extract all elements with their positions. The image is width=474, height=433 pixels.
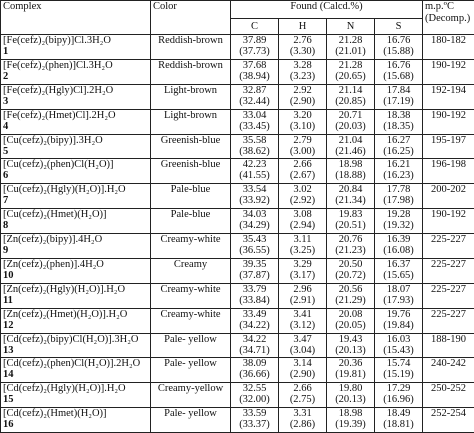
calcd-h: (2.90) bbox=[289, 95, 316, 107]
cell-n bbox=[327, 184, 375, 209]
complex-formula: [Zn(cefz)₂(Hgly)(H₂O)].H₂O bbox=[3, 283, 126, 295]
cell-n bbox=[327, 283, 375, 308]
cell-h bbox=[279, 333, 327, 358]
table-row bbox=[1, 134, 474, 159]
cell-h bbox=[279, 209, 327, 234]
calcd-h: (3.23) bbox=[289, 70, 316, 82]
found-n: 20.50 bbox=[338, 258, 363, 270]
complex-formula: [Fe(cefz)₂(bipy)]Cl.3H₂O bbox=[3, 35, 111, 46]
cell-h bbox=[279, 109, 327, 134]
cell-mp: 252-254 bbox=[423, 408, 474, 433]
found-n: 20.84 bbox=[338, 184, 363, 196]
cell-mp: 180-182 bbox=[423, 35, 474, 60]
cell-n bbox=[327, 109, 375, 134]
table-row bbox=[1, 408, 474, 433]
cell-complex bbox=[1, 408, 151, 433]
found-s: 18.49 bbox=[386, 408, 411, 420]
cell-complex bbox=[1, 283, 151, 308]
cell-n bbox=[327, 408, 375, 433]
cell-h bbox=[279, 258, 327, 283]
table-row bbox=[1, 184, 474, 209]
cell-mp: 225-227 bbox=[423, 234, 474, 259]
cell-color: Reddish-brown bbox=[151, 35, 231, 60]
calcd-s: (16.25) bbox=[383, 145, 414, 157]
found-h: 3.47 bbox=[293, 333, 312, 345]
found-n: 21.28 bbox=[338, 59, 363, 71]
cell-color: Light-brown bbox=[151, 109, 231, 134]
complex-number: 3 bbox=[3, 95, 9, 107]
cell-h bbox=[279, 383, 327, 408]
complex-formula: [Cd(cefz)₂(phen)Cl(H₂O)].2H₂O bbox=[3, 358, 141, 370]
found-n: 19.83 bbox=[338, 209, 363, 221]
found-s: 17.78 bbox=[386, 184, 411, 196]
cell-s bbox=[375, 109, 423, 134]
cell-color: Pale- yellow bbox=[151, 408, 231, 433]
complex-number: 10 bbox=[3, 269, 14, 281]
calcd-c: (36.55) bbox=[239, 245, 270, 256]
found-s: 15.74 bbox=[386, 358, 411, 370]
cell-complex bbox=[1, 134, 151, 159]
cell-h bbox=[279, 59, 327, 84]
calcd-c: (41.55) bbox=[239, 170, 270, 182]
cell-s bbox=[375, 234, 423, 259]
cell-s bbox=[375, 59, 423, 84]
cell-c bbox=[231, 383, 279, 408]
calcd-c: (33.45) bbox=[239, 120, 270, 132]
cell-complex bbox=[1, 234, 151, 259]
cell-mp: 190-192 bbox=[423, 109, 474, 134]
cell-mp: 225-227 bbox=[423, 258, 474, 283]
cell-s bbox=[375, 209, 423, 234]
calcd-n: (20.51) bbox=[335, 220, 366, 232]
cell-color: Creamy-white bbox=[151, 234, 231, 259]
complex-number: 11 bbox=[3, 294, 13, 306]
table-row bbox=[1, 84, 474, 109]
cell-complex bbox=[1, 59, 151, 84]
found-h: 3.02 bbox=[293, 184, 312, 196]
cell-n bbox=[327, 308, 375, 333]
found-n: 18.98 bbox=[338, 159, 363, 171]
cell-complex bbox=[1, 383, 151, 408]
cell-mp: 196-198 bbox=[423, 159, 474, 184]
cell-mp: 250-252 bbox=[423, 383, 474, 408]
complex-number: 7 bbox=[3, 195, 9, 207]
complex-number: 6 bbox=[3, 170, 9, 182]
cell-mp: 225-227 bbox=[423, 283, 474, 308]
found-h: 3.08 bbox=[293, 209, 312, 221]
header-color: Color bbox=[151, 1, 231, 35]
cell-s bbox=[375, 383, 423, 408]
calcd-s: (19.84) bbox=[383, 319, 414, 331]
complex-number: 12 bbox=[3, 319, 14, 331]
cell-color: Pale-blue bbox=[151, 209, 231, 234]
calcd-h: (3.10) bbox=[289, 120, 316, 132]
found-h: 2.66 bbox=[293, 159, 312, 171]
header-found: Found (Calcd.%) bbox=[231, 1, 423, 19]
header-n: N bbox=[327, 19, 375, 35]
found-n: 19.80 bbox=[338, 383, 363, 395]
found-s: 16.03 bbox=[386, 333, 411, 345]
calcd-c: (34.22) bbox=[239, 319, 270, 331]
calcd-c: (33.37) bbox=[239, 419, 270, 431]
found-n: 20.08 bbox=[338, 308, 363, 320]
cell-n bbox=[327, 333, 375, 358]
calcd-n: (20.03) bbox=[335, 120, 366, 132]
cell-complex bbox=[1, 184, 151, 209]
cell-c bbox=[231, 308, 279, 333]
cell-h bbox=[279, 308, 327, 333]
calcd-h: (2.94) bbox=[289, 220, 316, 232]
table-row bbox=[1, 258, 474, 283]
complex-number: 5 bbox=[3, 145, 9, 157]
calcd-n: (21.34) bbox=[335, 195, 366, 207]
cell-h bbox=[279, 408, 327, 433]
calcd-c: (33.92) bbox=[239, 195, 270, 207]
calcd-n: (20.72) bbox=[335, 269, 366, 281]
calcd-n: (20.65) bbox=[335, 70, 366, 82]
cell-color: Pale-blue bbox=[151, 184, 231, 209]
calcd-c: (32.44) bbox=[239, 95, 270, 107]
found-h: 2.92 bbox=[293, 84, 312, 96]
table-row bbox=[1, 159, 474, 184]
calcd-h: (2.67) bbox=[289, 170, 316, 182]
calcd-h: (2.90) bbox=[289, 369, 316, 381]
found-h: 2.96 bbox=[293, 283, 312, 295]
found-c: 33.54 bbox=[242, 184, 267, 196]
cell-complex bbox=[1, 333, 151, 358]
cell-mp: 195-197 bbox=[423, 134, 474, 159]
complex-number: 9 bbox=[3, 245, 9, 256]
cell-complex bbox=[1, 84, 151, 109]
found-c: 32.87 bbox=[242, 84, 267, 96]
found-s: 16.76 bbox=[386, 35, 411, 46]
cell-s bbox=[375, 258, 423, 283]
table-body bbox=[1, 35, 474, 433]
found-c: 32.55 bbox=[242, 383, 267, 395]
table-row bbox=[1, 109, 474, 134]
cell-color: Pale- yellow bbox=[151, 358, 231, 383]
found-n: 21.28 bbox=[338, 35, 363, 46]
cell-h bbox=[279, 134, 327, 159]
complex-formula: [Zn(cefz)₂(Hmet)(H₂O)].H₂O bbox=[3, 308, 128, 320]
cell-mp: 225-227 bbox=[423, 308, 474, 333]
found-c: 37.68 bbox=[242, 59, 267, 71]
cell-n bbox=[327, 134, 375, 159]
cell-n bbox=[327, 358, 375, 383]
calcd-h: (2.75) bbox=[289, 394, 316, 406]
complex-number: 16 bbox=[3, 419, 14, 431]
calcd-c: (38.94) bbox=[239, 70, 270, 82]
complex-formula: [Cu(cefz)₂(Hmet)(H₂O)] bbox=[3, 209, 107, 221]
table-row bbox=[1, 59, 474, 84]
found-h: 2.79 bbox=[293, 134, 312, 146]
found-c: 33.79 bbox=[242, 283, 267, 295]
found-s: 16.21 bbox=[386, 159, 411, 171]
calcd-s: (16.23) bbox=[383, 170, 414, 182]
complex-number: 4 bbox=[3, 120, 9, 132]
found-c: 33.49 bbox=[242, 308, 267, 320]
complex-formula: [Zn(cefz)₂(bipy)].4H₂O bbox=[3, 234, 103, 245]
cell-color: Reddish-brown bbox=[151, 59, 231, 84]
calcd-n: (21.46) bbox=[335, 145, 366, 157]
found-h: 3.28 bbox=[293, 59, 312, 71]
cell-n bbox=[327, 234, 375, 259]
found-s: 16.27 bbox=[386, 134, 411, 146]
calcd-c: (36.66) bbox=[239, 369, 270, 381]
calcd-n: (18.88) bbox=[335, 170, 366, 182]
cell-n bbox=[327, 84, 375, 109]
calcd-s: (16.08) bbox=[383, 245, 414, 256]
calcd-s: (17.19) bbox=[383, 95, 414, 107]
calcd-n: (21.01) bbox=[335, 46, 366, 57]
cell-s bbox=[375, 358, 423, 383]
calcd-s: (15.68) bbox=[383, 70, 414, 82]
cell-h bbox=[279, 159, 327, 184]
header-mp-line1: m.p.ºC bbox=[425, 1, 454, 12]
calcd-h: (3.17) bbox=[289, 269, 316, 281]
found-n: 20.56 bbox=[338, 283, 363, 295]
calcd-s: (19.32) bbox=[383, 220, 414, 232]
cell-mp: 188-190 bbox=[423, 333, 474, 358]
found-c: 35.43 bbox=[242, 234, 267, 245]
calcd-c: (33.84) bbox=[239, 294, 270, 306]
complex-number: 8 bbox=[3, 220, 9, 232]
found-s: 16.76 bbox=[386, 59, 411, 71]
header-mp bbox=[423, 1, 474, 35]
found-c: 33.04 bbox=[242, 109, 267, 121]
found-n: 20.36 bbox=[338, 358, 363, 370]
complex-formula: [Fe(cefz)₂(phen)]Cl.3H₂O bbox=[3, 59, 113, 71]
found-h: 3.14 bbox=[293, 358, 312, 370]
calcd-h: (2.91) bbox=[289, 294, 316, 306]
cell-h bbox=[279, 283, 327, 308]
cell-complex bbox=[1, 159, 151, 184]
found-h: 2.76 bbox=[293, 35, 312, 46]
found-s: 17.84 bbox=[386, 84, 411, 96]
cell-color: Pale- yellow bbox=[151, 333, 231, 358]
cell-s bbox=[375, 408, 423, 433]
cell-c bbox=[231, 333, 279, 358]
header-h: H bbox=[279, 19, 327, 35]
calcd-n: (20.13) bbox=[335, 344, 366, 356]
cell-c bbox=[231, 234, 279, 259]
cell-color: Creamy-white bbox=[151, 308, 231, 333]
calcd-n: (19.81) bbox=[335, 369, 366, 381]
found-n: 21.14 bbox=[338, 84, 363, 96]
calcd-c: (37.87) bbox=[239, 269, 270, 281]
cell-s bbox=[375, 84, 423, 109]
cell-color: Creamy-white bbox=[151, 283, 231, 308]
cell-n bbox=[327, 59, 375, 84]
complex-number: 15 bbox=[3, 394, 14, 406]
calcd-n: (21.23) bbox=[335, 245, 366, 256]
found-s: 19.76 bbox=[386, 308, 411, 320]
cell-s bbox=[375, 308, 423, 333]
table-row bbox=[1, 209, 474, 234]
cell-h bbox=[279, 358, 327, 383]
found-h: 3.31 bbox=[293, 408, 312, 420]
cell-mp: 240-242 bbox=[423, 358, 474, 383]
calcd-s: (15.88) bbox=[383, 46, 414, 57]
calcd-s: (16.96) bbox=[383, 394, 414, 406]
cell-c bbox=[231, 408, 279, 433]
cell-c bbox=[231, 109, 279, 134]
calcd-n: (19.39) bbox=[335, 419, 366, 431]
cell-complex bbox=[1, 109, 151, 134]
found-s: 16.37 bbox=[386, 258, 411, 270]
cell-c bbox=[231, 283, 279, 308]
calcd-c: (32.00) bbox=[239, 394, 270, 406]
complex-formula: [Cd(cefz)₂(Hmet)(H₂O)] bbox=[3, 408, 107, 420]
header-complex: Complex bbox=[1, 1, 151, 35]
cell-s bbox=[375, 35, 423, 60]
cell-c bbox=[231, 209, 279, 234]
found-n: 20.71 bbox=[338, 109, 363, 121]
table-row bbox=[1, 35, 474, 60]
cell-h bbox=[279, 35, 327, 60]
cell-c bbox=[231, 134, 279, 159]
found-c: 38.09 bbox=[242, 358, 267, 370]
calcd-s: (17.98) bbox=[383, 195, 414, 207]
found-c: 34.03 bbox=[242, 209, 267, 221]
calcd-c: (38.62) bbox=[239, 145, 270, 157]
cell-color: Creamy-yellow bbox=[151, 383, 231, 408]
cell-mp: 200-202 bbox=[423, 184, 474, 209]
header-mp-line2: (Decomp.) bbox=[425, 13, 471, 24]
cell-c bbox=[231, 35, 279, 60]
cell-complex bbox=[1, 209, 151, 234]
found-c: 37.89 bbox=[242, 35, 267, 46]
complex-number: 1 bbox=[3, 46, 9, 57]
cell-color: Creamy bbox=[151, 258, 231, 283]
cell-color: Light-brown bbox=[151, 84, 231, 109]
cell-c bbox=[231, 159, 279, 184]
complex-formula: [Cd(cefz)₂(bipy)Cl(H₂O)].3H₂O bbox=[3, 333, 139, 345]
calcd-n: (20.13) bbox=[335, 394, 366, 406]
cell-s bbox=[375, 333, 423, 358]
cell-n bbox=[327, 383, 375, 408]
found-h: 3.29 bbox=[293, 258, 312, 270]
cell-c bbox=[231, 184, 279, 209]
cell-s bbox=[375, 283, 423, 308]
cell-c bbox=[231, 358, 279, 383]
complex-formula: [Fe(cefz)₂(Hmet)Cl].2H₂O bbox=[3, 109, 116, 121]
complex-formula: [Fe(cefz)₂(Hgly)Cl].2H₂O bbox=[3, 84, 114, 96]
cell-mp: 190-192 bbox=[423, 209, 474, 234]
cell-h bbox=[279, 84, 327, 109]
cell-n bbox=[327, 35, 375, 60]
calcd-h: (3.25) bbox=[289, 245, 316, 256]
cell-complex bbox=[1, 358, 151, 383]
found-s: 19.28 bbox=[386, 209, 411, 221]
found-c: 39.35 bbox=[242, 258, 267, 270]
found-c: 33.59 bbox=[242, 408, 267, 420]
cell-complex bbox=[1, 308, 151, 333]
calcd-h: (2.86) bbox=[289, 419, 316, 431]
found-s: 18.38 bbox=[386, 109, 411, 121]
found-h: 3.11 bbox=[293, 234, 312, 245]
cell-s bbox=[375, 159, 423, 184]
cell-mp: 190-192 bbox=[423, 59, 474, 84]
cell-mp: 192-194 bbox=[423, 84, 474, 109]
found-c: 34.22 bbox=[242, 333, 267, 345]
cell-c bbox=[231, 84, 279, 109]
cell-complex bbox=[1, 35, 151, 60]
calcd-h: (3.30) bbox=[289, 46, 316, 57]
cell-h bbox=[279, 234, 327, 259]
complex-number: 14 bbox=[3, 369, 14, 381]
complex-formula: [Zn(cefz)₂(phen)].4H₂O bbox=[3, 258, 104, 270]
calcd-h: (3.12) bbox=[289, 319, 316, 331]
cell-h bbox=[279, 184, 327, 209]
calcd-n: (20.05) bbox=[335, 319, 366, 331]
table-row bbox=[1, 358, 474, 383]
found-n: 19.43 bbox=[338, 333, 363, 345]
cell-color: Greenish-blue bbox=[151, 159, 231, 184]
found-n: 20.76 bbox=[338, 234, 363, 245]
cell-complex bbox=[1, 258, 151, 283]
calcd-c: (37.73) bbox=[239, 46, 270, 57]
calcd-c: (34.71) bbox=[239, 344, 270, 356]
header-c: C bbox=[231, 19, 279, 35]
found-h: 2.66 bbox=[293, 383, 312, 395]
cell-s bbox=[375, 184, 423, 209]
table-row bbox=[1, 383, 474, 408]
found-s: 18.07 bbox=[386, 283, 411, 295]
calcd-s: (15.19) bbox=[383, 369, 414, 381]
calcd-c: (34.29) bbox=[239, 220, 270, 232]
complex-formula: [Cu(cefz)₂(Hgly)(H₂O)].H₂O bbox=[3, 184, 126, 196]
found-h: 3.41 bbox=[293, 308, 312, 320]
found-s: 16.39 bbox=[386, 234, 411, 245]
complex-number: 2 bbox=[3, 70, 9, 82]
found-n: 21.04 bbox=[338, 134, 363, 146]
cell-n bbox=[327, 209, 375, 234]
complex-formula: [Cu(cefz)₂(phen)Cl(H₂O)] bbox=[3, 159, 114, 171]
calcd-n: (21.29) bbox=[335, 294, 366, 306]
found-n: 18.98 bbox=[338, 408, 363, 420]
table-row bbox=[1, 283, 474, 308]
cell-s bbox=[375, 134, 423, 159]
complex-formula: [Cd(cefz)₂(Hgly)(H₂O)].H₂O bbox=[3, 383, 126, 395]
header-s: S bbox=[375, 19, 423, 35]
found-s: 17.29 bbox=[386, 383, 411, 395]
calcd-n: (20.85) bbox=[335, 95, 366, 107]
cell-n bbox=[327, 258, 375, 283]
calcd-s: (17.93) bbox=[383, 294, 414, 306]
cell-color: Greenish-blue bbox=[151, 134, 231, 159]
found-c: 42.23 bbox=[242, 159, 267, 171]
found-c: 35.58 bbox=[242, 134, 267, 146]
cell-c bbox=[231, 258, 279, 283]
complex-formula: [Cu(cefz)₂(bipy)].3H₂O bbox=[3, 134, 103, 146]
complex-number: 13 bbox=[3, 344, 14, 356]
cell-c bbox=[231, 59, 279, 84]
found-h: 3.20 bbox=[293, 109, 312, 121]
table-row bbox=[1, 333, 474, 358]
calcd-h: (3.00) bbox=[289, 145, 316, 157]
calcd-s: (18.81) bbox=[383, 419, 414, 431]
calcd-h: (2.92) bbox=[289, 195, 316, 207]
calcd-s: (15.43) bbox=[383, 344, 414, 356]
calcd-h: (3.04) bbox=[289, 344, 316, 356]
calcd-s: (15.65) bbox=[383, 269, 414, 281]
table-row bbox=[1, 308, 474, 333]
table-row bbox=[1, 234, 474, 259]
calcd-s: (18.35) bbox=[383, 120, 414, 132]
cell-n bbox=[327, 159, 375, 184]
